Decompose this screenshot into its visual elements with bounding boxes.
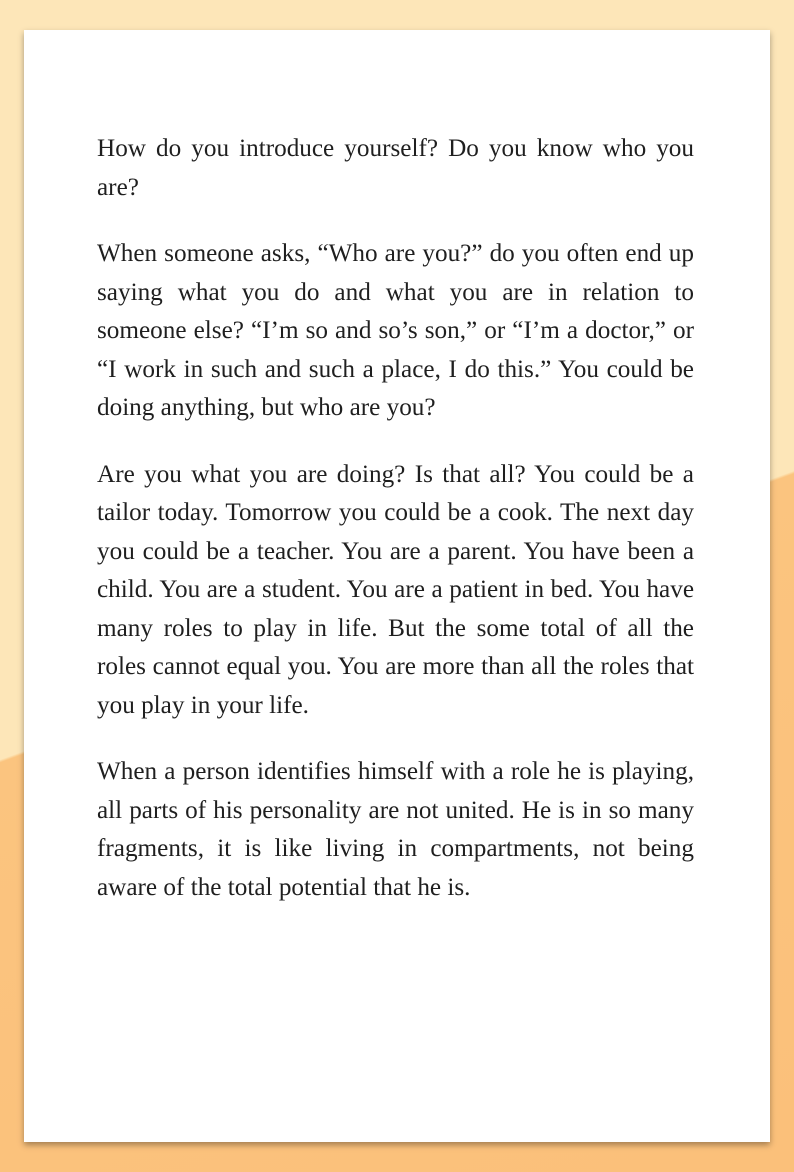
paragraph-3: Are you what you are doing? Is that all? You could be a tailor today. Tomorrow you could be a cook. The next day you could be a teacher. You are a parent. You have been a child. You are a student. You are a patient in bed. You have many roles to play in life. But the some total of all the roles cannot equal you. You are more than all the roles that you play in your life. [97, 460, 694, 719]
paragraph-2: When someone asks, “Who are you?” do you often end up saying what you do and what you are in relation to someone else? “I’m so and so’s son,” or “I’m a doctor,” or “I work in such and such a place, I do this.” You could be doing anything, but who are you? [97, 240, 694, 421]
paragraph-4: When a person identifies himself with a role he is playing, all parts of his personality are not united. He is in so many fragments, it is like living in compartments, not being aware of the total potential that he is. [97, 758, 694, 901]
page-card [24, 30, 770, 1142]
paragraph-1: How do you introduce yourself? Do you know who you are? [97, 135, 694, 201]
